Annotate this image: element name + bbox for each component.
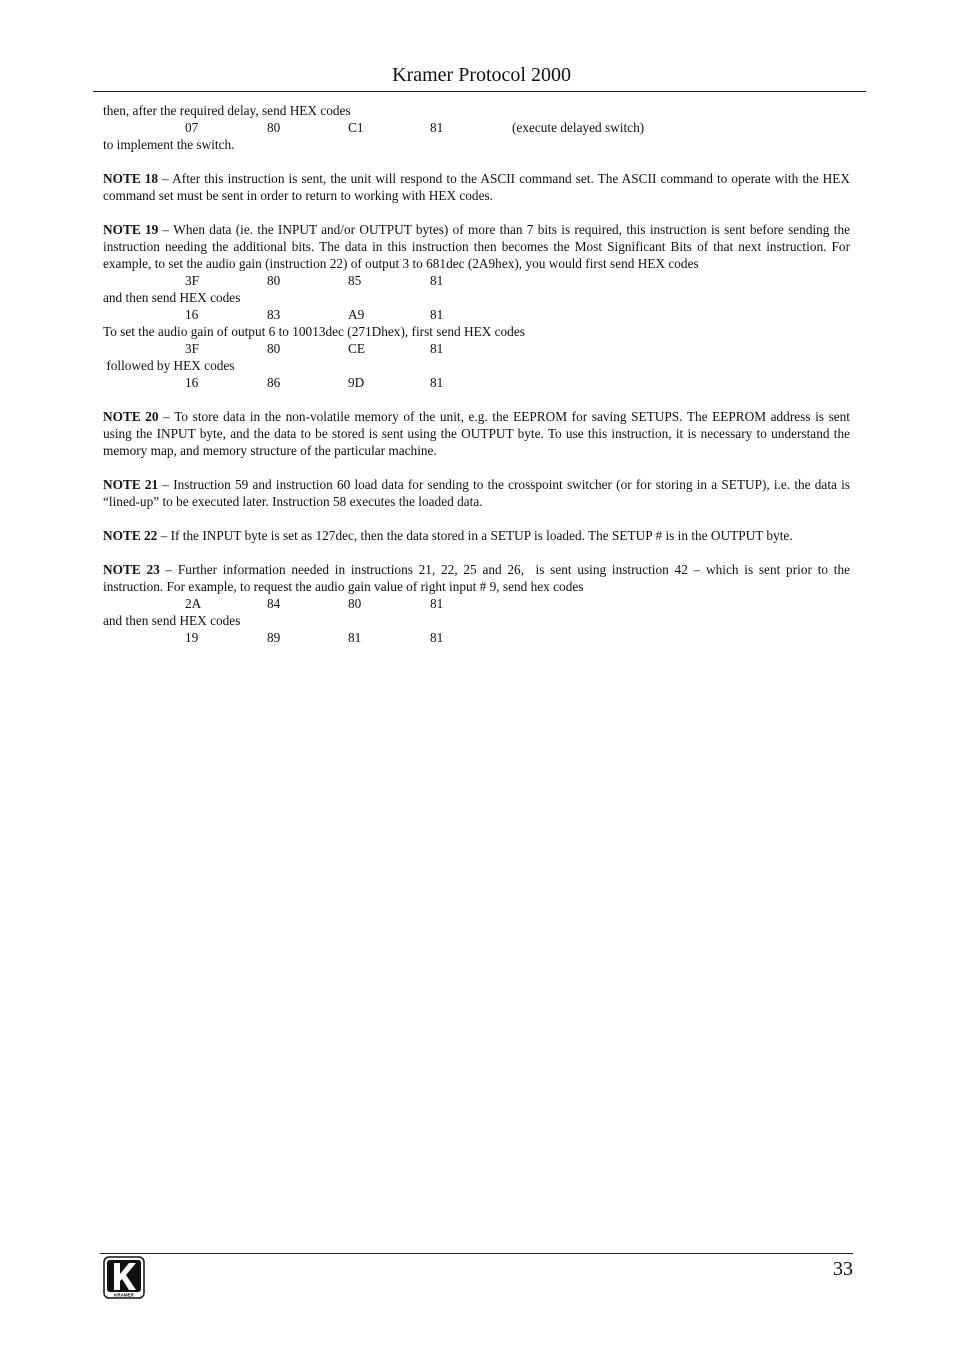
note-label: NOTE 18 xyxy=(103,171,159,186)
intro-line: then, after the required delay, send HEX codes xyxy=(103,103,351,118)
header-rule xyxy=(93,91,866,92)
note-label: NOTE 23 xyxy=(103,562,160,577)
hex-code: 81 xyxy=(430,341,444,356)
page-number: 33 xyxy=(833,1258,853,1280)
hex-code: 16 xyxy=(185,375,199,390)
footer-rule xyxy=(100,1253,853,1254)
note-text: – After this instruction is sent, the unit will respond to the ASCII command set. The ASCII command to operate with the HEX command set must be sent in order to return to working with HEX codes. xyxy=(103,171,851,203)
instruction-line: followed by HEX codes xyxy=(103,358,235,373)
note-text: – To store data in the non-volatile memory of the unit, e.g. the EEPROM for saving SETUPS. The EEPROM address is sent using the INPUT byte, and the data to be stored is sent using the OUTPUT byte. To use this instruction, it is necessary to understand the memory map, and memory structure of the particular machine. xyxy=(103,409,850,458)
hex-code: 2A xyxy=(185,596,202,611)
running-header-title: Kramer Protocol 2000 xyxy=(392,64,571,86)
hex-code: 80 xyxy=(267,273,281,288)
hex-code: 81 xyxy=(430,596,444,611)
intro-line: to implement the switch. xyxy=(103,137,235,152)
hex-code: 9D xyxy=(348,375,365,390)
hex-code: 16 xyxy=(185,307,199,322)
hex-code: 83 xyxy=(267,307,281,322)
hex-code-row xyxy=(103,629,850,646)
hex-code: CE xyxy=(348,341,365,356)
note-19 xyxy=(103,221,850,272)
hex-code-row xyxy=(103,119,850,136)
page-body xyxy=(103,102,854,646)
hex-code: 07 xyxy=(185,120,199,135)
note-label: NOTE 20 xyxy=(103,409,159,424)
hex-code: 19 xyxy=(185,630,199,645)
instruction-line: To set the audio gain of output 6 to 10013dec (271Dhex), first send HEX codes xyxy=(103,324,525,339)
hex-code-row xyxy=(103,595,850,612)
note-label: NOTE 21 xyxy=(103,477,159,492)
hex-code: 80 xyxy=(267,341,281,356)
hex-code-row xyxy=(103,306,850,323)
note-text: – If the INPUT byte is set as 127dec, then the data stored in a SETUP is loaded. The SETUP # is in the OUTPUT byte. xyxy=(157,528,793,543)
hex-code: 86 xyxy=(267,375,281,390)
hex-code: 3F xyxy=(185,273,200,288)
svg-text:KRAMER: KRAMER xyxy=(114,1292,134,1298)
note-18 xyxy=(103,170,850,204)
note-text: – When data (ie. the INPUT and/or OUTPUT bytes) of more than 7 bits is required, this instruction is sent before sending the instruction needing the additional bits. The data in this instruction then becomes the Most Significant Bits of that next instruction. For example, to set the audio gain (instruction 22) of output 3 to 681dec (2A9hex), you would first send HEX codes xyxy=(103,222,850,271)
hex-code: 89 xyxy=(267,630,281,645)
note-text: – Further information needed in instructions 21, 22, 25 and 26, is sent using instruction 42 – which is sent prior to the instruction. For example, to request the audio gain value of right input # 9, send hex codes xyxy=(103,562,854,594)
hex-code-row xyxy=(103,374,850,391)
hex-code: 81 xyxy=(430,630,444,645)
hex-code: A9 xyxy=(348,307,365,322)
note-22 xyxy=(103,527,850,544)
note-label: NOTE 22 xyxy=(103,528,158,543)
hex-code-row xyxy=(103,272,850,289)
hex-code-row xyxy=(103,340,850,357)
hex-code: 80 xyxy=(348,596,362,611)
instruction-line: and then send HEX codes xyxy=(103,290,241,305)
note-21 xyxy=(103,476,850,510)
hex-code: 81 xyxy=(348,630,362,645)
instruction-line: and then send HEX codes xyxy=(103,613,241,628)
hex-code: 81 xyxy=(430,307,444,322)
hex-code: 81 xyxy=(430,273,444,288)
hex-code: 81 xyxy=(430,120,444,135)
kramer-logo-icon xyxy=(103,1256,145,1299)
hex-code: 3F xyxy=(185,341,200,356)
hex-code: 81 xyxy=(430,375,444,390)
note-text: – Instruction 59 and instruction 60 load data for sending to the crosspoint switcher (or for storing in a SETUP), i.e. the data is “lined-up” to be executed later. Instruction 58 executes the loaded data. xyxy=(103,477,850,509)
note-23 xyxy=(103,561,854,595)
hex-code: 85 xyxy=(348,273,362,288)
hex-code: C1 xyxy=(348,120,364,135)
note-label: NOTE 19 xyxy=(103,222,159,237)
hex-code: 80 xyxy=(267,120,281,135)
hex-code-note: (execute delayed switch) xyxy=(512,120,645,135)
hex-code: 84 xyxy=(267,596,281,611)
note-20 xyxy=(103,408,850,459)
